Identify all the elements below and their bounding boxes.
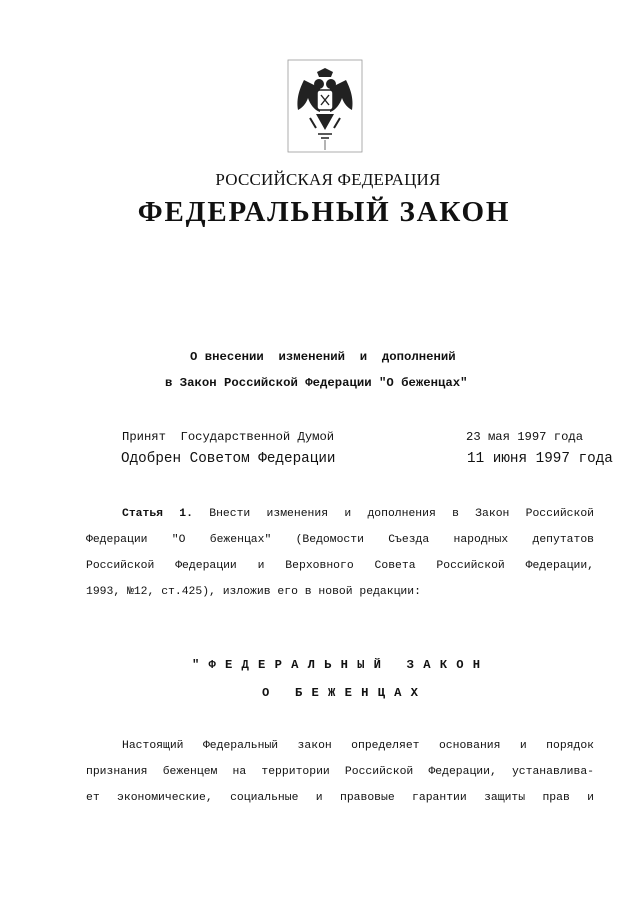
article-1-line-1 [122,507,594,521]
preamble-line-3: ет экономические, социальные и правовые гарантии защиты прав и [86,792,594,804]
new-law-title-line-2: О БЕЖЕНЦАХ [262,686,428,700]
header-country: РОССИЙСКАЯ ФЕДЕРАЦИЯ [215,170,441,189]
article-1-label: Статья 1. [122,508,193,520]
article-1-line-2: Федерации "О беженцах" (Ведомости Съезда народных депутатов [86,534,594,546]
preamble-line-2: признания беженцем на территории Российской Федерации, устанавлива- [86,766,594,778]
new-law-title-line-1: "ФЕДЕРАЛЬНЫЙ ЗАКОН [192,658,490,672]
subject-line-2: в Закон Российской Федерации "О беженцах" [165,376,468,390]
approved-date: 11 июня 1997 года [467,451,613,467]
document-type-title: ФЕДЕРАЛЬНЫЙ ЗАКОН [137,196,511,228]
adopted-date: 23 мая 1997 года [466,430,584,444]
preamble-line-1: Настоящий Федеральный закон определяет основания и порядок [122,740,594,752]
article-1-line-3: Российской Федерации и Верховного Совета Российской Федерации, [86,560,594,572]
subject-line-1: О внесении изменений и дополнений [190,350,456,364]
article-1-line-1-text: Внести изменения и дополнения в Закон Российской [209,508,594,520]
approved-label: Одобрен Советом Федерации [121,451,336,467]
article-1-line-4: 1993, №12, ст.425), изложив его в новой редакции: [86,586,421,598]
coat-of-arms-icon [286,58,364,154]
adopted-label: Принят Государственной Думой [122,430,335,444]
